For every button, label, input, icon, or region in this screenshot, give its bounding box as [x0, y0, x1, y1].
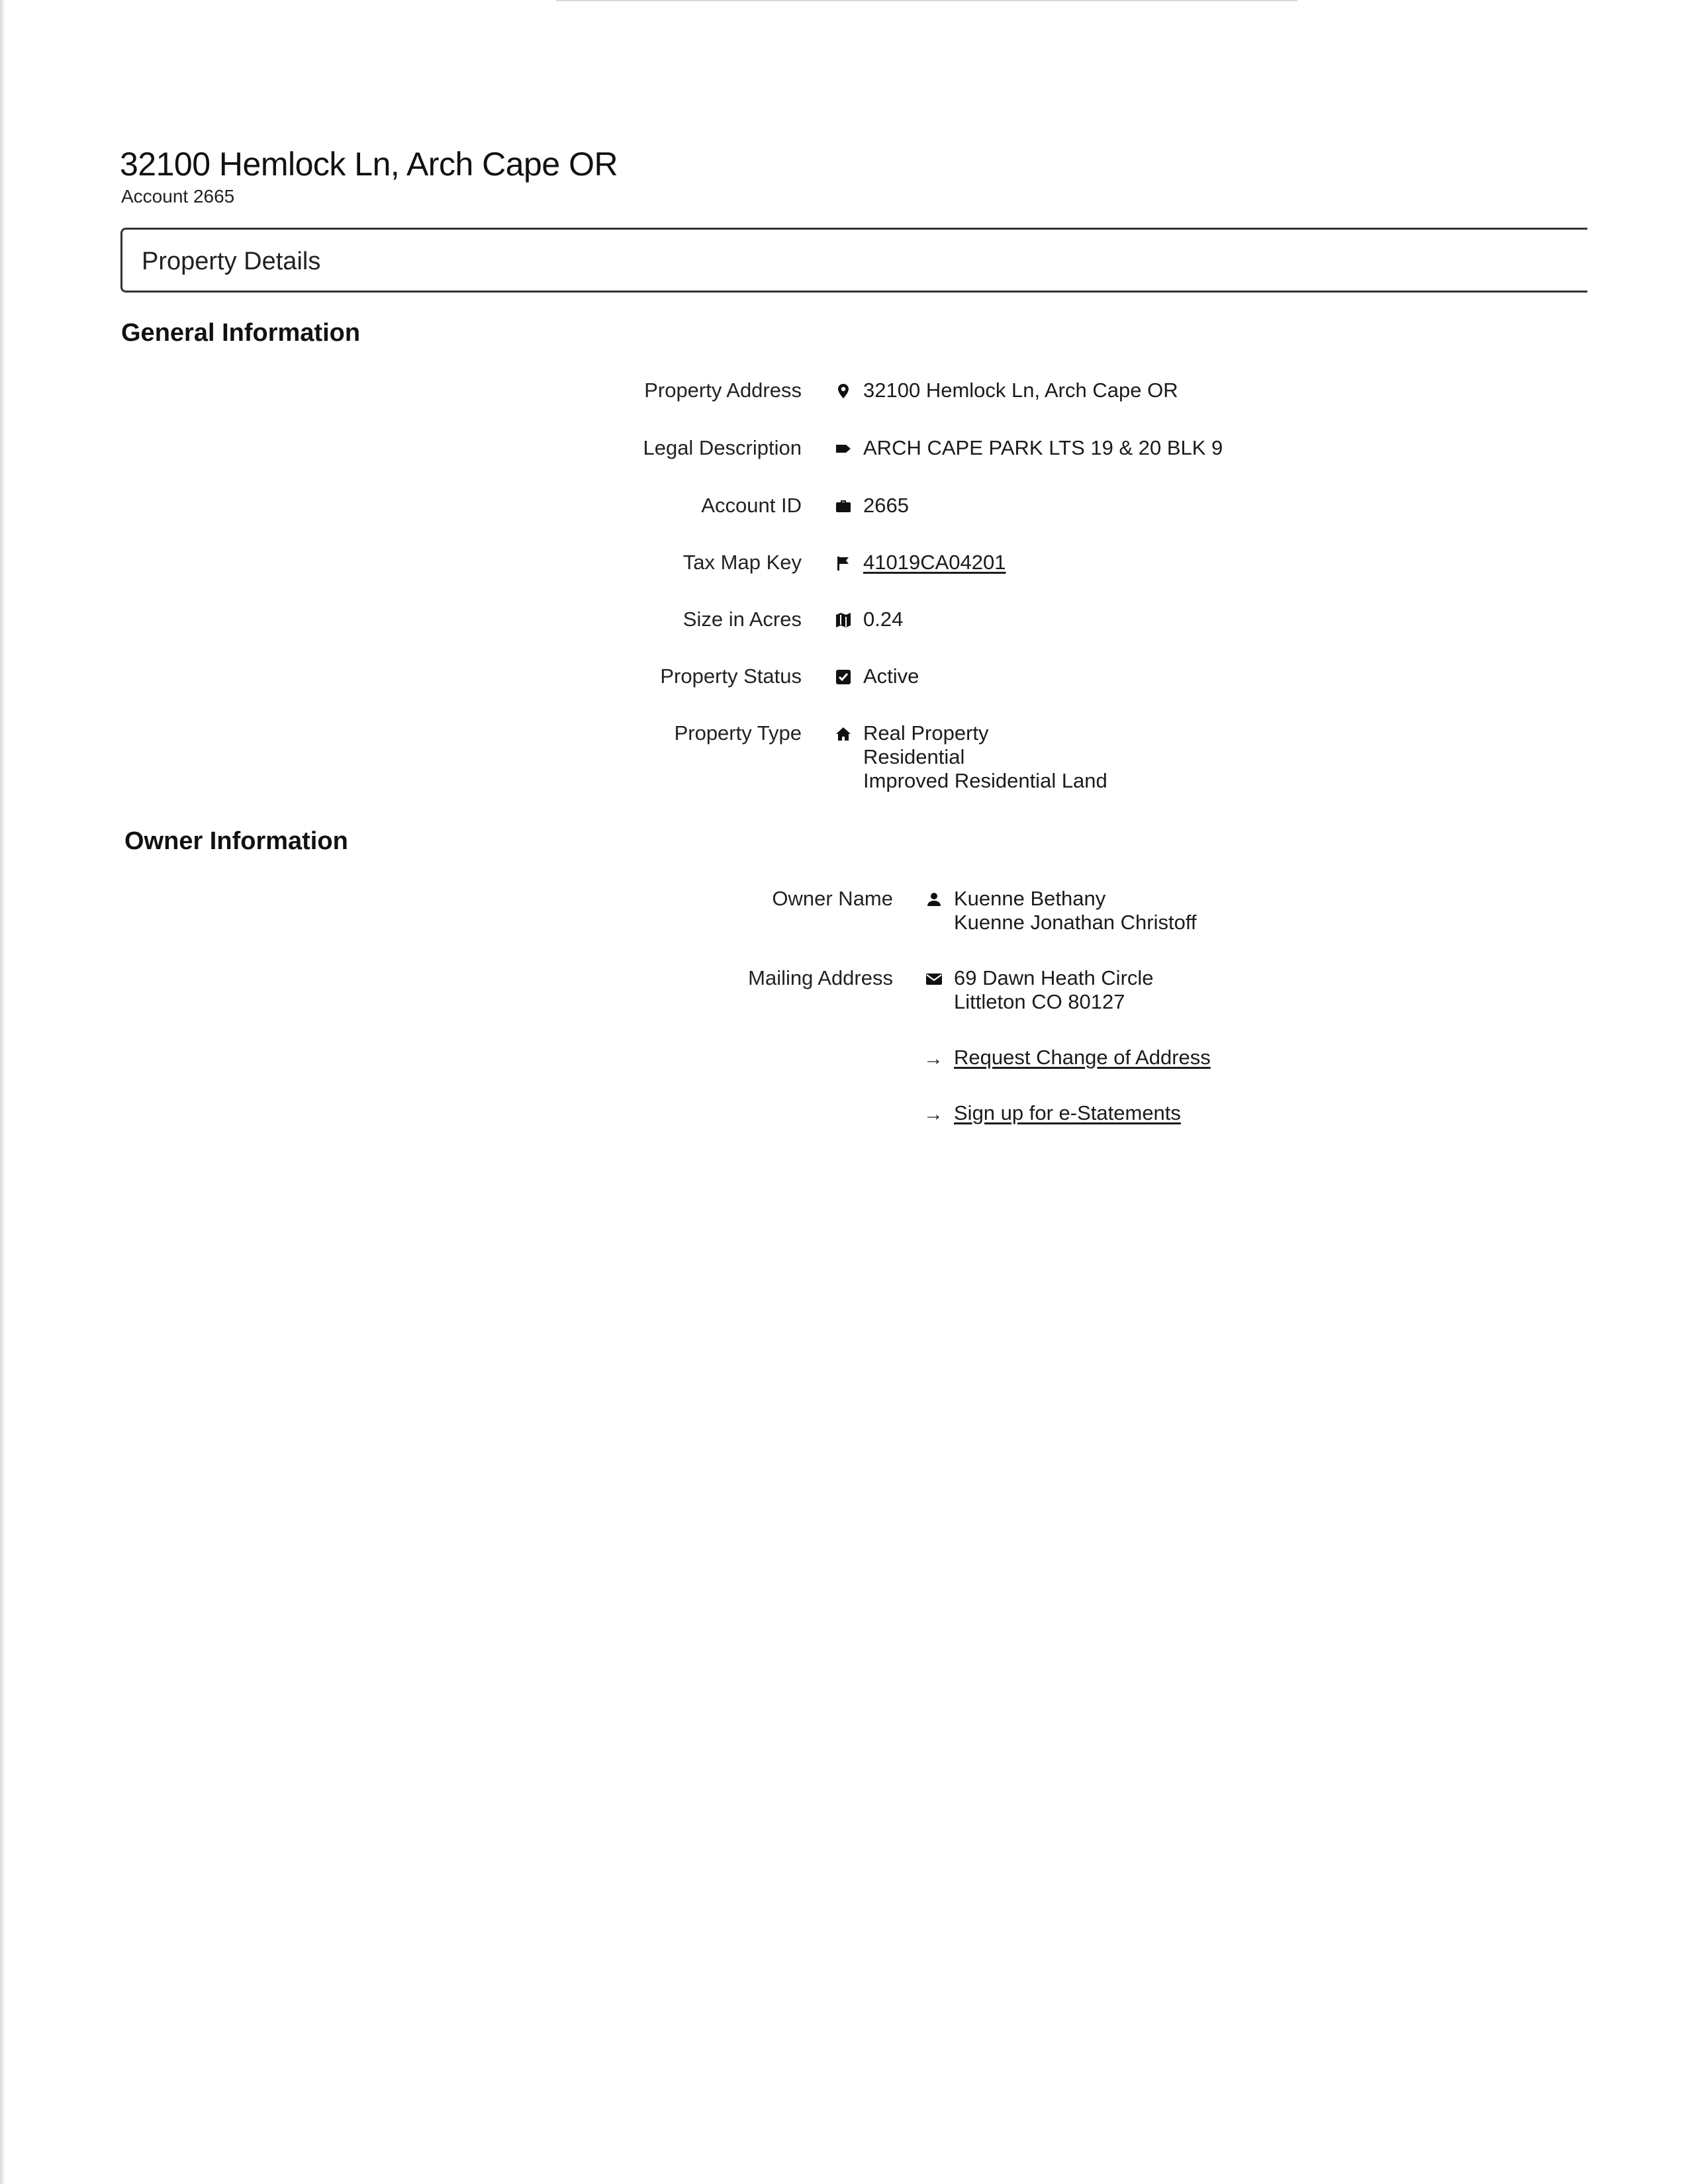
mailing-address-label: Mailing Address: [748, 966, 893, 989]
request-change-of-address-link[interactable]: Request Change of Address: [954, 1046, 1211, 1069]
sign-up-e-statements-link[interactable]: Sign up for e-Statements: [954, 1101, 1181, 1124]
general-information-heading: General Information: [121, 319, 361, 347]
scan-edge: [0, 0, 5, 2184]
check-square-icon: [833, 667, 853, 687]
tax-map-key-label: Tax Map Key: [682, 551, 802, 574]
property-type-value: [863, 721, 1107, 793]
property-type-line: Residential: [863, 745, 965, 768]
page-title: 32100 Hemlock Ln, Arch Cape OR: [120, 146, 618, 183]
legal-description-value: ARCH CAPE PARK LTS 19 & 20 BLK 9: [863, 436, 1223, 459]
account-subtitle: Account 2665: [121, 186, 235, 206]
map-marker-icon: [833, 381, 853, 401]
property-address-label: Property Address: [644, 379, 802, 402]
user-icon: [924, 889, 944, 909]
mailing-address-line: Littleton CO 80127: [954, 990, 1125, 1013]
legal-description-label: Legal Description: [643, 436, 802, 459]
arrow-right-icon: →: [923, 1048, 943, 1069]
tag-icon: [833, 439, 853, 459]
property-type-line: Improved Residential Land: [863, 769, 1107, 792]
size-in-acres-value: 0.24: [863, 608, 904, 631]
mailing-address-value: [954, 966, 1154, 1014]
property-status-label: Property Status: [660, 664, 802, 688]
arrow-right-icon: →: [923, 1103, 943, 1125]
flag-icon: [833, 553, 853, 573]
map-icon: [833, 610, 853, 630]
owner-name-line: Kuenne Jonathan Christoff: [954, 911, 1197, 934]
mailing-address-line: 69 Dawn Heath Circle: [954, 966, 1154, 989]
property-address-value: 32100 Hemlock Ln, Arch Cape OR: [863, 379, 1178, 402]
owner-name-value: [954, 887, 1197, 934]
size-in-acres-label: Size in Acres: [682, 608, 802, 631]
account-id-value: 2665: [863, 494, 909, 517]
property-type-line: Real Property: [863, 721, 989, 745]
tab-property-details[interactable]: [120, 228, 1587, 293]
briefcase-icon: [833, 496, 853, 516]
scan-edge: [556, 0, 1297, 1]
tax-map-key-link[interactable]: 41019CA04201: [863, 551, 1006, 574]
owner-information-heading: Owner Information: [124, 827, 348, 855]
property-status-value: Active: [863, 664, 919, 688]
tab-property-details-label[interactable]: Property Details: [142, 248, 321, 275]
property-type-label: Property Type: [674, 721, 802, 745]
owner-name-label: Owner Name: [772, 887, 893, 910]
envelope-icon: [924, 969, 944, 989]
account-id-label: Account ID: [701, 494, 802, 517]
owner-name-line: Kuenne Bethany: [954, 887, 1106, 910]
home-icon: [833, 724, 853, 744]
